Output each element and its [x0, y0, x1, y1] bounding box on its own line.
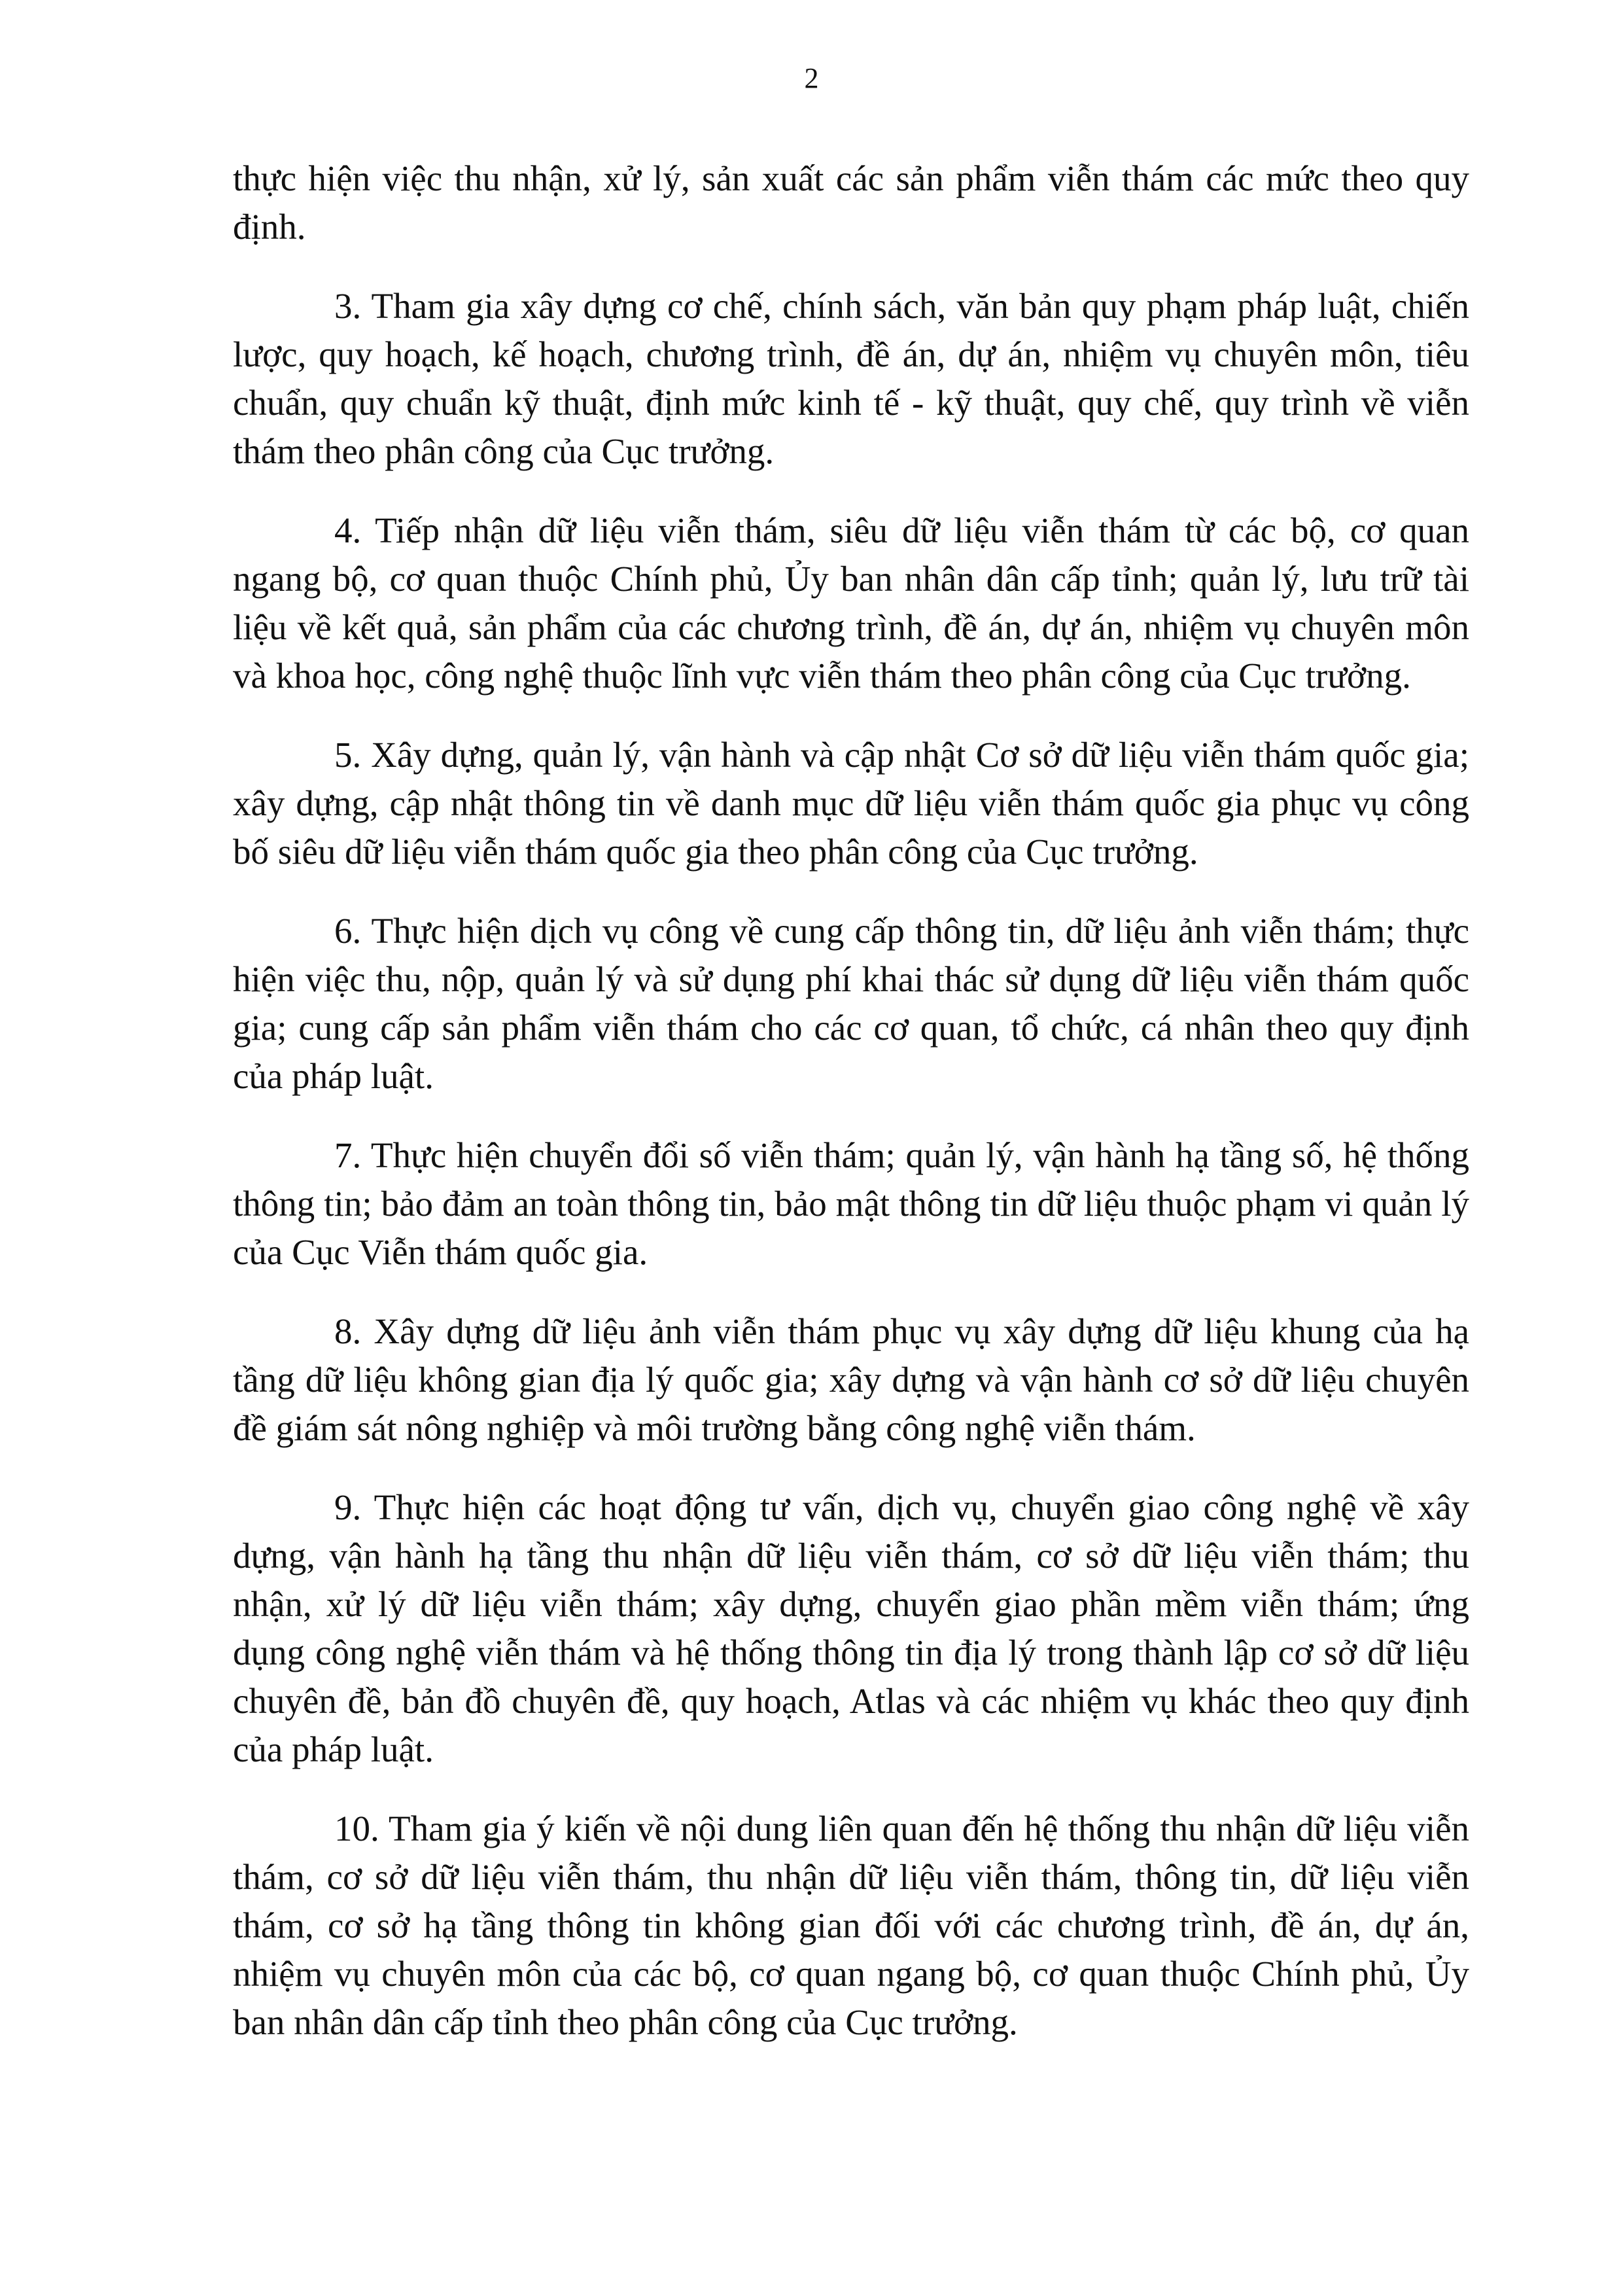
- paragraph-item-6: 6. Thực hiện dịch vụ công về cung cấp thông tin, dữ liệu ảnh viễn thám; thực hiện việc thu, nộp, quản lý và sử dụng phí khai thác sử dụng dữ liệu viễn thám quốc gia; cung cấp sản phẩm viễn thám cho các cơ quan, tổ chức, cá nhân theo quy định của pháp luật.: [233, 911, 1469, 1096]
- paragraph-item-9: 9. Thực hiện các hoạt động tư vấn, dịch vụ, chuyển giao công nghệ về xây dựng, vận hành hạ tầng thu nhận dữ liệu viễn thám, cơ sở dữ liệu viễn thám; thu nhận, xử lý dữ liệu viễn thám; xây dựng, chuyển giao phần mềm viễn thám; ứng dụng công nghệ viễn thám và hệ thống thông tin địa lý trong thành lập cơ sở dữ liệu chuyên đề, bản đồ chuyên đề, quy hoạch, Atlas và các nhiệm vụ khác theo quy định của pháp luật.: [233, 1487, 1469, 1769]
- paragraph-continuation: thực hiện việc thu nhận, xử lý, sản xuất các sản phẩm viễn thám các mức theo quy định.: [233, 158, 1469, 247]
- page-number: 2: [804, 62, 819, 94]
- document-body: [233, 154, 1469, 2077]
- paragraph-item-4: 4. Tiếp nhận dữ liệu viễn thám, siêu dữ liệu viễn thám từ các bộ, cơ quan ngang bộ, cơ quan thuộc Chính phủ, Ủy ban nhân dân cấp tỉnh; quản lý, lưu trữ tài liệu về kết quả, sản phẩm của các chương trình, đề án, dự án, nhiệm vụ chuyên môn và khoa học, công nghệ thuộc lĩnh vực viễn thám theo phân công của Cục trưởng.: [233, 510, 1469, 696]
- paragraph-item-3: 3. Tham gia xây dựng cơ chế, chính sách, văn bản quy phạm pháp luật, chiến lược, quy hoạch, kế hoạch, chương trình, đề án, dự án, nhiệm vụ chuyên môn, tiêu chuẩn, quy chuẩn kỹ thuật, định mức kinh tế - kỹ thuật, quy chế, quy trình về viễn thám theo phân công của Cục trưởng.: [233, 286, 1469, 471]
- paragraph-item-8: 8. Xây dựng dữ liệu ảnh viễn thám phục vụ xây dựng dữ liệu khung của hạ tầng dữ liệu không gian địa lý quốc gia; xây dựng và vận hành cơ sở dữ liệu chuyên đề giám sát nông nghiệp và môi trường bằng công nghệ viễn thám.: [233, 1311, 1469, 1448]
- paragraph-item-7: 7. Thực hiện chuyển đổi số viễn thám; quản lý, vận hành hạ tầng số, hệ thống thông tin; bảo đảm an toàn thông tin, bảo mật thông tin dữ liệu thuộc phạm vi quản lý của Cục Viễn thám quốc gia.: [233, 1135, 1469, 1272]
- paragraph-item-5: 5. Xây dựng, quản lý, vận hành và cập nhật Cơ sở dữ liệu viễn thám quốc gia; xây dựng, cập nhật thông tin về danh mục dữ liệu viễn thám quốc gia phục vụ công bố siêu dữ liệu viễn thám quốc gia theo phân công của Cục trưởng.: [233, 735, 1469, 872]
- paragraph-item-10: 10. Tham gia ý kiến về nội dung liên quan đến hệ thống thu nhận dữ liệu viễn thám, cơ sở dữ liệu viễn thám, thu nhận dữ liệu viễn thám, thông tin, dữ liệu viễn thám, cơ sở hạ tầng thông tin không gian đối với các chương trình, đề án, dự án, nhiệm vụ chuyên môn của các bộ, cơ quan ngang bộ, cơ quan thuộc Chính phủ, Ủy ban nhân dân cấp tỉnh theo phân công của Cục trưởng.: [233, 1809, 1469, 2042]
